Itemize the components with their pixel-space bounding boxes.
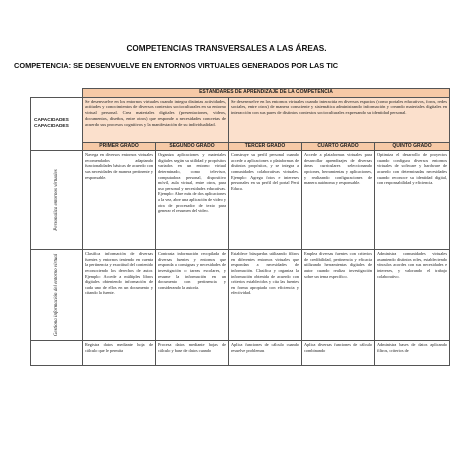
document-title: COMPETENCIAS TRANSVERSALES A LAS ÁREAS. <box>126 44 327 53</box>
table-cell: Optimiza el desarrollo de proyectos cuando configura diversos entornos virtuales de software y hardware de acuerdo con determinadas necesidades cuando reconoce su identidad digital, con responsabilidad y eficiencia. <box>375 151 450 250</box>
table-cell: Contrasta información recopilada de diversas fuentes y entornos que responda a consignas y necesidades de investigación o tareas escolares, y resume la información en un documento con pertinencia y considerando la autoría. <box>156 250 229 341</box>
table-row <box>31 250 450 341</box>
grade-header: PRIMER GRADO <box>83 142 156 151</box>
grades-row <box>31 142 450 151</box>
table-row <box>31 341 450 366</box>
estandar-cell: Se desenvuelve en los entornos virtuales cuando interactúa en diversos espacios (como portales educativos, foros, redes sociales, entre otros) de manera consciente y sistemática administrando información y creando materiales digitales en interacción con sus pares de distintos contextos socioculturales expresando su identidad personal. <box>229 97 450 142</box>
table-cell: Aplica diversas funciones de cálculo combinando <box>302 341 375 366</box>
estandar-cell: Se desenvuelve en los entornos virtuales cuando integra distintas actividades, actitudes y conocimientos de diversos contextos socioculturales en su entorno virtual personal. Crea materiales digitales (presentaciones, videos, documentos, diseños, entre otros) que responde a necesidades concretas de acuerdo sus procesos cognitivos y la manifestación de su individualidad. <box>83 97 229 142</box>
table-cell: Navega en diversos entornos virtuales recomendados adaptando funcionalidades básicas de acuerdo con sus necesidades de manera pertinente y responsable. <box>83 151 156 250</box>
table-cell: Construye su perfil personal cuando accede a aplicaciones o plataformas de distintos propósitos, y se integra a comunidades colaborativas virtuales. Ejemplo: Agrega fotos e intereses personales en su perfil del portal Perú Educa. <box>229 151 302 250</box>
grade-header: SEGUNDO GRADO <box>156 142 229 151</box>
table-cell: Emplea diversas fuentes con criterios de credibilidad, pertinencia y eficacia utilizando herramientas digitales de autor cuando realiza investigación sobre un tema específico. <box>302 250 375 341</box>
table-cell: Administra bases de datos aplicando filtros, criterios de <box>375 341 450 366</box>
row-label: Gestiona información del entorno virtual <box>53 253 59 337</box>
row-label: Personaliza entornos virtuales <box>53 169 59 231</box>
estandares-header-row <box>31 89 450 98</box>
table-cell: Accede a plataformas virtuales para desarrollar aprendizajes de diversas áreas curriculares seleccionando opciones, herramientas y aplicaciones, y realizando configuraciones de manera autónoma y responsable. <box>302 151 375 250</box>
estandares-header: ESTÁNDARES DE APRENDIZAJE DE LA COMPETENCIA <box>83 89 450 98</box>
row-label-cell <box>31 250 83 341</box>
grade-header: QUINTO GRADO <box>375 142 450 151</box>
blank-corner-cell <box>31 89 83 98</box>
table-cell: Administra comunidades virtuales asumiendo distintos roles, estableciendo vínculos acordes con sus necesidades e intereses, y valorando el trabajo colaborativo. <box>375 250 450 341</box>
table-cell: Clasifica información de diversas fuentes y entornos teniendo en cuenta la pertinencia y exactitud del contenido reconociendo los derechos de autor. Ejemplo: Accede a múltiples libros digitales obteniendo información de cada uno de ellos en un documento y citando la fuente. <box>83 250 156 341</box>
estandares-row <box>31 97 450 142</box>
table-cell: Organiza aplicaciones y materiales digitales según su utilidad y propósitos variados en un entorno virtual determinado, como televisor, computadora personal, dispositivo móvil, aula virtual, entre otros, para uso personal y necesidades educativas. Ejemplo: Abre más de dos aplicaciones a la vez, abre una aplicación de video y otra de procesador de texto para generar el resumen del video. <box>156 151 229 250</box>
table-cell: Aplica funciones de cálculo cuando resuelve problemas <box>229 341 302 366</box>
grade-header: TERCER GRADO <box>229 142 302 151</box>
table-cell: Establece búsquedas utilizando filtros en diferentes entornos virtuales que respondan a necesidades de información. Clasifica y organiza la información obtenida de acuerdo con criterios establecidos y cita las fuentes en forma apropiada con eficiencia y efectividad. <box>229 250 302 341</box>
competencias-table <box>30 88 450 366</box>
competencia-heading: COMPETENCIA: SE DESENVUELVE EN ENTORNOS VIRTUALES GENERADOS POR LAS TIC <box>14 61 339 70</box>
table-cell: Procesa datos mediante hojas de cálculo y base de datos cuando <box>156 341 229 366</box>
row-label-cell <box>31 151 83 250</box>
table-cell: Registra datos mediante hoja de cálculo que le permita <box>83 341 156 366</box>
grade-header: CUARTO GRADO <box>302 142 375 151</box>
table-row <box>31 151 450 250</box>
capacidades-label: CAPACIDADES CAPACIDADES <box>31 97 83 151</box>
row-label-cell <box>31 341 83 366</box>
